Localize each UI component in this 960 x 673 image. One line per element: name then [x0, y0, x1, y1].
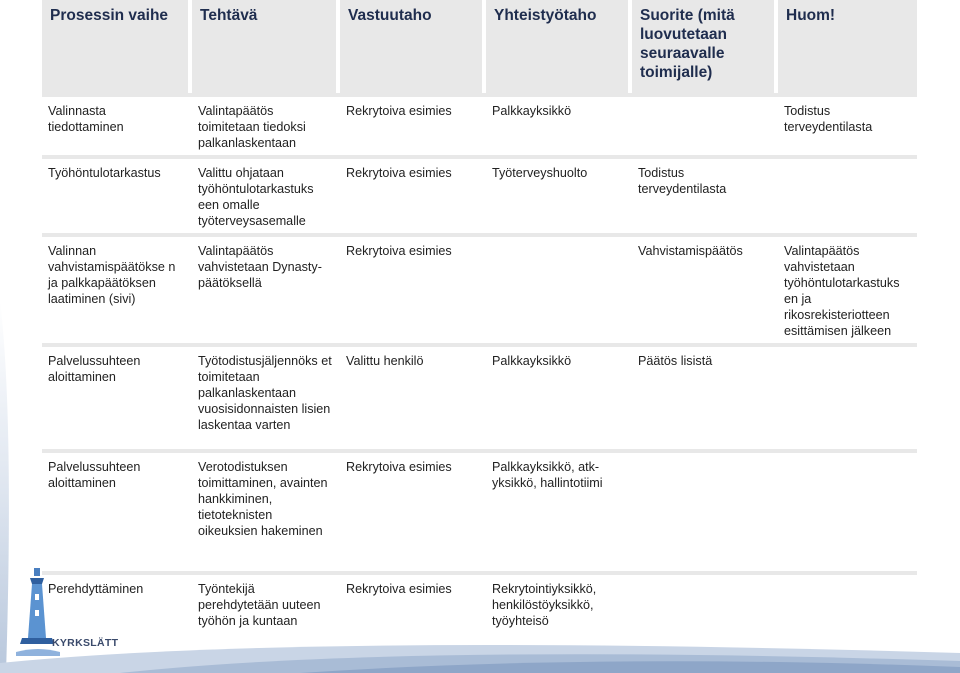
- cell-phase: Työhöntulotarkastus: [42, 159, 190, 233]
- cell-cooperation: Palkkayksikkö: [484, 347, 630, 449]
- cell-phase: Valinnan vahvistamispäätökse n ja palkkapäätöksen laatiminen (sivi): [42, 237, 190, 343]
- cell-note: Valintapäätös vahvistetaan työhöntulotarkastuks en ja rikosrekisteriotteen esittämisen jälkeen: [776, 237, 919, 343]
- cell-cooperation: Rekrytointiyksikkö, henkilöstöyksikkö, työyhteisö: [484, 575, 630, 645]
- cell-note: [776, 575, 919, 645]
- cell-responsible: Rekrytoiva esimies: [338, 159, 484, 233]
- table-row: [42, 237, 919, 343]
- cell-responsible: Rekrytoiva esimies: [338, 453, 484, 571]
- cell-phase: Perehdyttäminen: [42, 575, 190, 645]
- cell-task: Valittu ohjataan työhöntulotarkastuks een omalle työterveysasemalle: [190, 159, 338, 233]
- cell-responsible: Rekrytoiva esimies: [338, 97, 484, 155]
- cell-note: [776, 347, 919, 449]
- cell-task: Työntekijä perehdytetään uuteen työhön ja kuntaan: [190, 575, 338, 645]
- cell-output: [630, 575, 776, 645]
- cell-responsible: Rekrytoiva esimies: [338, 575, 484, 645]
- cell-note: Todistus terveydentilasta: [776, 97, 919, 155]
- header-responsible: Vastuutaho: [338, 0, 484, 93]
- cell-cooperation: [484, 237, 630, 343]
- cell-output: Päätös lisistä: [630, 347, 776, 449]
- cell-phase: Palvelussuhteen aloittaminen: [42, 453, 190, 571]
- cell-output: Vahvistamispäätös: [630, 237, 776, 343]
- table-row: [42, 347, 919, 449]
- table-row: [42, 575, 919, 645]
- cell-task: Verotodistuksen toimittaminen, avainten hankkiminen, tietoteknisten oikeuksien hakeminen: [190, 453, 338, 571]
- cell-responsible: Rekrytoiva esimies: [338, 237, 484, 343]
- lighthouse-icon: [8, 560, 118, 670]
- cell-note: [776, 159, 919, 233]
- cell-cooperation: Työterveyshuolto: [484, 159, 630, 233]
- cell-task: Työtodistusjäljennöks et toimitetaan palkanlaskentaan vuosisidonnaisten lisien laskentaa varten: [190, 347, 338, 449]
- process-table: [42, 0, 921, 645]
- table-header-row: [42, 0, 919, 93]
- cell-task: Valintapäätös toimitetaan tiedoksi palkanlaskentaan: [190, 97, 338, 155]
- header-process-phase: Prosessin vaihe: [42, 0, 190, 93]
- table-row: [42, 453, 919, 571]
- header-note: Huom!: [776, 0, 919, 93]
- cell-output: [630, 97, 776, 155]
- cell-phase: Palvelussuhteen aloittaminen: [42, 347, 190, 449]
- cell-output: Todistus terveydentilasta: [630, 159, 776, 233]
- header-task: Tehtävä: [190, 0, 338, 93]
- logo-text: KYRKSLÄTT: [52, 637, 119, 649]
- table-row: [42, 97, 919, 155]
- cell-note: [776, 453, 919, 571]
- cell-task: Valintapäätös vahvistetaan Dynasty-päätöksellä: [190, 237, 338, 343]
- cell-responsible: Valittu henkilö: [338, 347, 484, 449]
- header-cooperation: Yhteistyötaho: [484, 0, 630, 93]
- table-row: [42, 159, 919, 233]
- cell-cooperation: Palkkayksikkö: [484, 97, 630, 155]
- cell-output: [630, 453, 776, 571]
- header-output: Suorite (mitä luovutetaan seuraavalle toimijalle): [630, 0, 776, 93]
- cell-phase: Valinnasta tiedottaminen: [42, 97, 190, 155]
- cell-cooperation: Palkkayksikkö, atk-yksikkö, hallintotiimi: [484, 453, 630, 571]
